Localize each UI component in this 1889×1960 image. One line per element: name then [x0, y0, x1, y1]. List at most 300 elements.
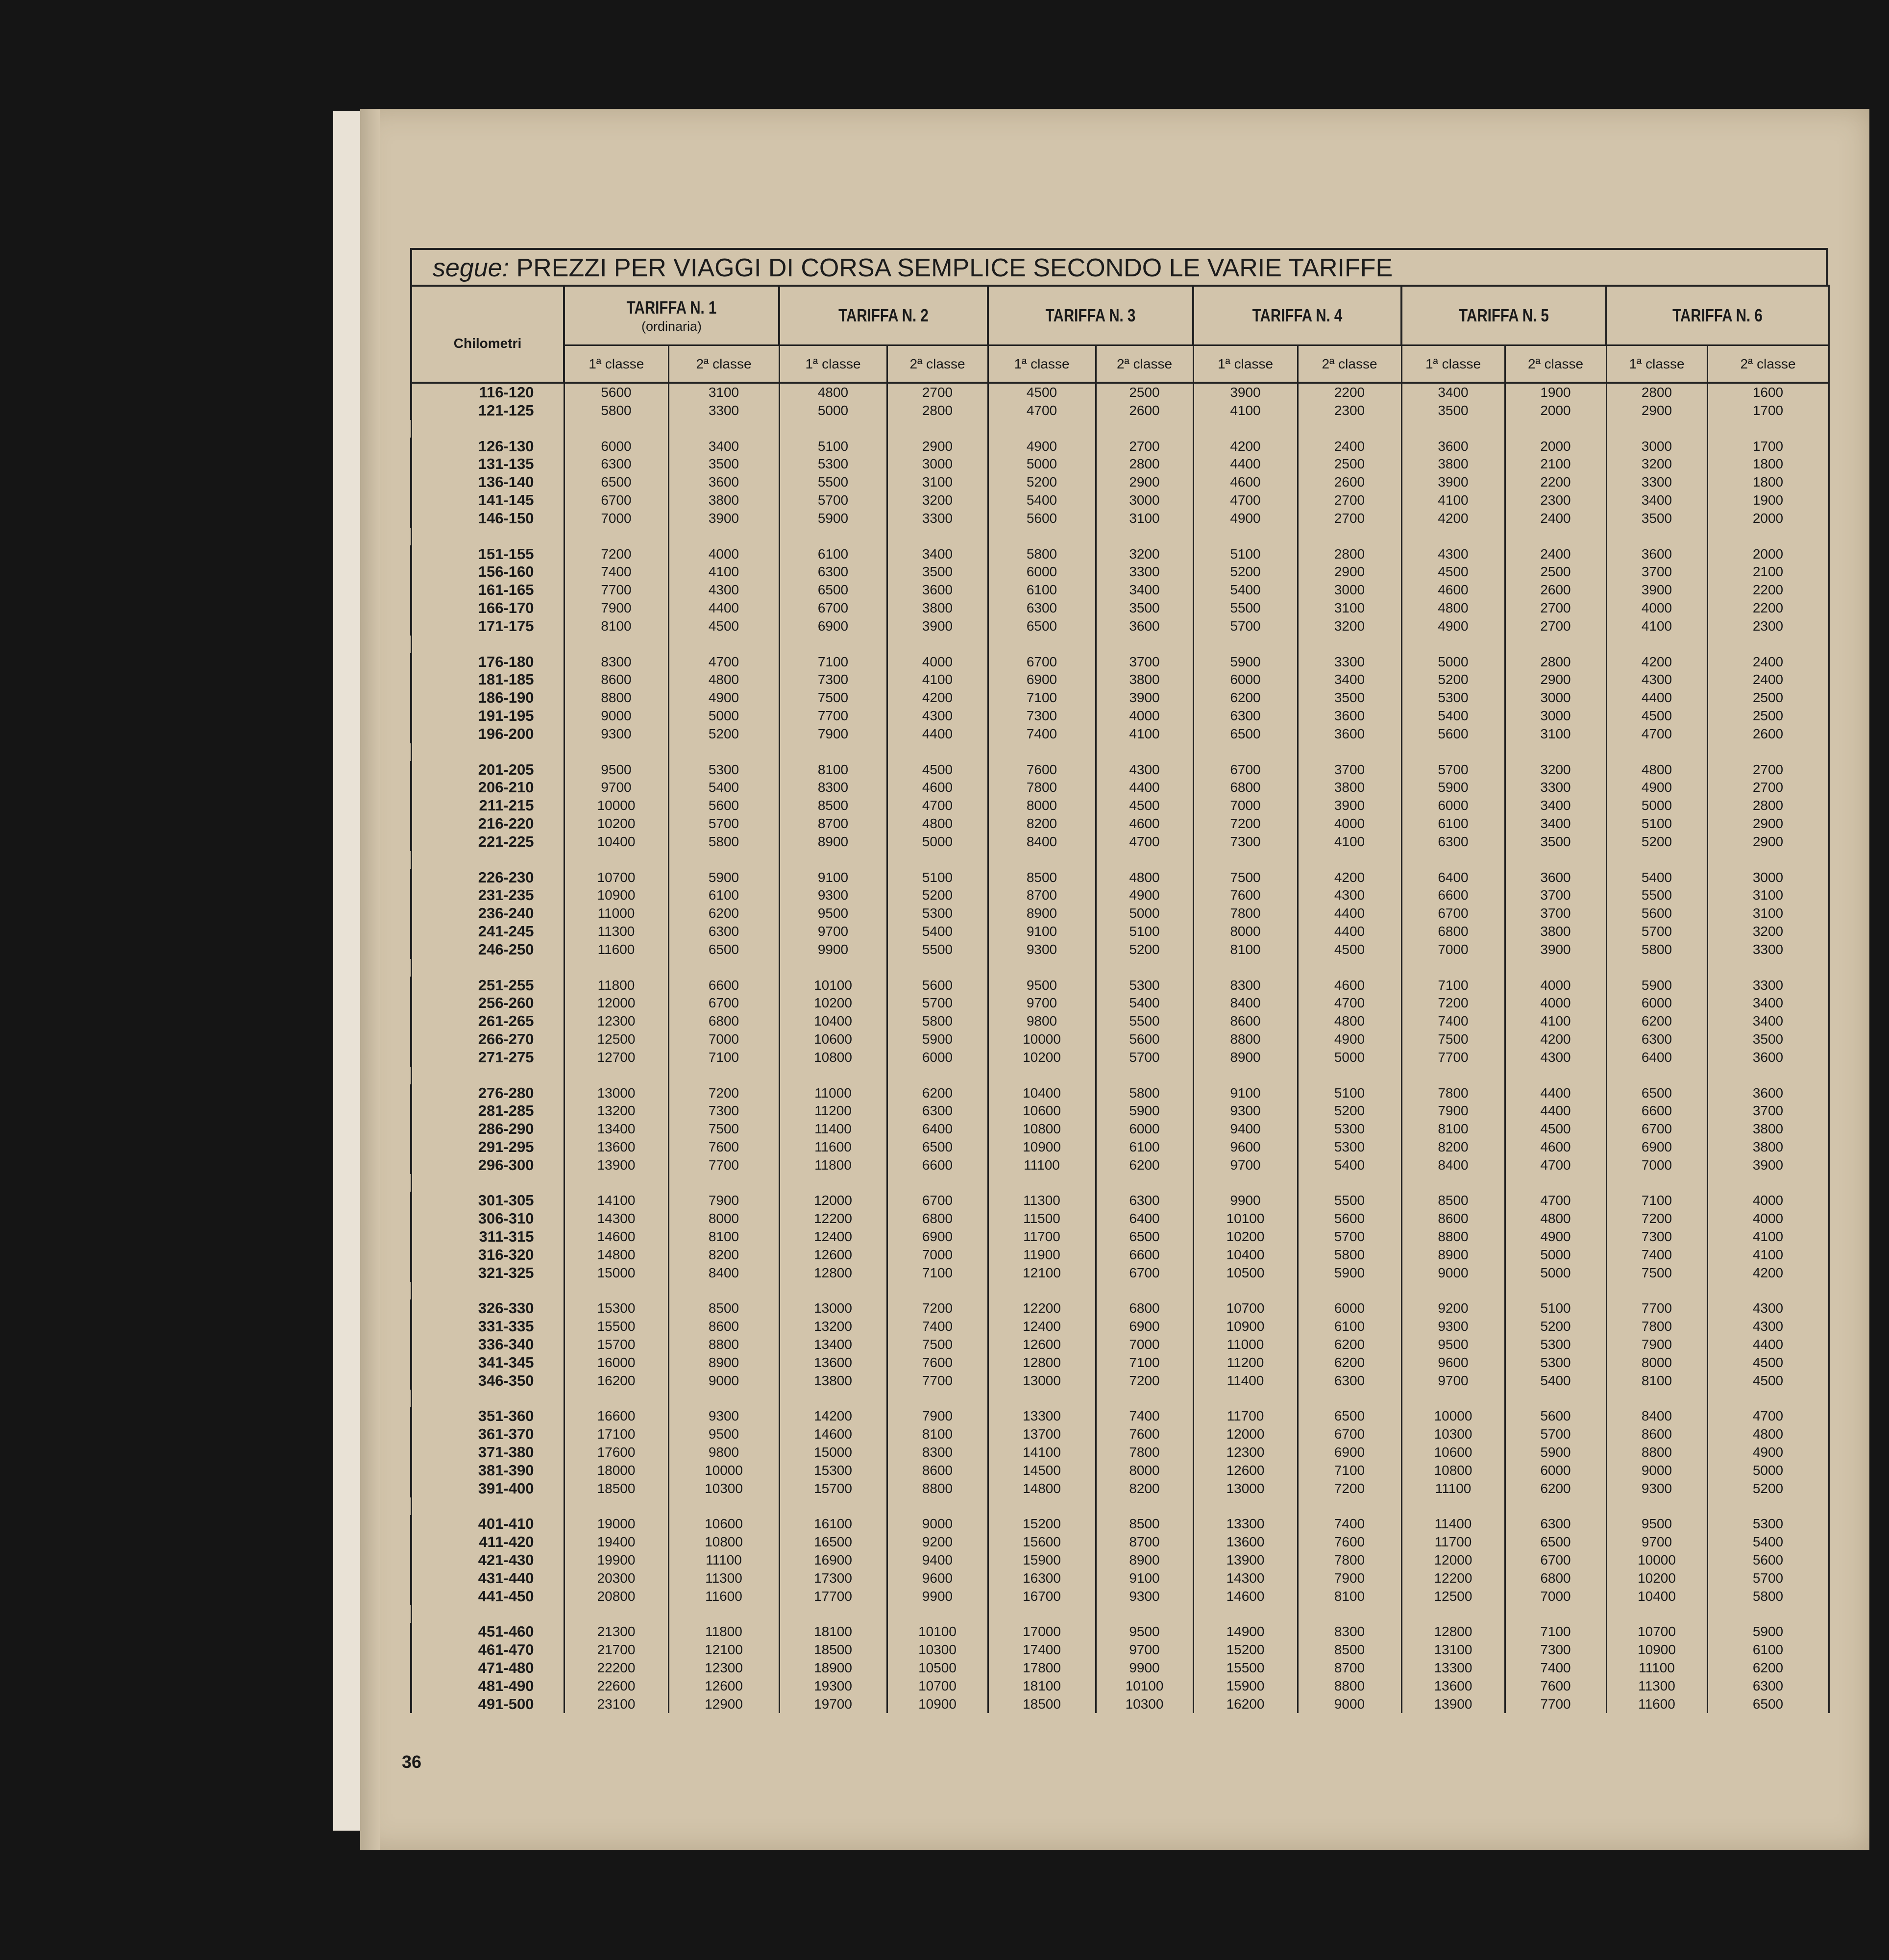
- tariff-6-class-2-price-cell: 3300: [1707, 977, 1829, 995]
- spacer-cell: [1707, 1390, 1829, 1407]
- spacer-cell: [668, 1282, 779, 1299]
- tariff-2-class-1-price-cell: 13600: [779, 1354, 887, 1372]
- spacer-cell: [1505, 1390, 1606, 1407]
- tariff-4-class-2-price-cell: 4400: [1298, 923, 1401, 941]
- tariff-1-class-1-price-cell: 6700: [564, 491, 668, 510]
- spacer-cell: [988, 1497, 1096, 1515]
- tariff-4-class-2-price-cell: 3300: [1298, 653, 1401, 671]
- tariff-4-class-2-price-cell: 4000: [1298, 815, 1401, 833]
- spacer-cell: [411, 420, 564, 438]
- tariff-3-class-1-price-cell: 6500: [988, 617, 1096, 636]
- tariff-1-class-1-price-cell: 11000: [564, 905, 668, 923]
- km-range-cell: 471-480: [411, 1659, 564, 1677]
- tariff-1-class-1-price-cell: 8800: [564, 689, 668, 707]
- spacer-cell: [1193, 1605, 1298, 1623]
- spacer-cell: [411, 851, 564, 869]
- tariff-2-class-2-price-cell: 4700: [887, 797, 988, 815]
- table-row: [411, 707, 1829, 725]
- tariff-3-class-2-price-cell: 8500: [1096, 1515, 1193, 1533]
- km-range-cell: 186-190: [411, 689, 564, 707]
- tariff-6-class-2-price-cell: 2400: [1707, 653, 1829, 671]
- spacer-cell: [1193, 1390, 1298, 1407]
- tariff-4-class-2-price-cell: 5100: [1298, 1084, 1401, 1102]
- tariff-2-class-1-price-cell: 14600: [779, 1425, 887, 1444]
- spacer-cell: [411, 528, 564, 545]
- tariff-3-class-2-price-cell: 3500: [1096, 599, 1193, 617]
- tariff-4-class-1-price-cell: 8800: [1193, 1030, 1298, 1049]
- tariff-3-class-2-price-cell: 6800: [1096, 1299, 1193, 1318]
- class-2-header: 2ª classe: [668, 345, 779, 383]
- tariff-6-class-1-price-cell: 5700: [1606, 923, 1707, 941]
- tariff-1-class-2-price-cell: 6600: [668, 977, 779, 995]
- tariff-5-class-1-price-cell: 6600: [1401, 886, 1505, 905]
- tariff-1-class-1-price-cell: 14800: [564, 1246, 668, 1264]
- spacer-cell: [988, 528, 1096, 545]
- tariff-2-class-1-price-cell: 5300: [779, 455, 887, 473]
- tariff-1-class-1-price-cell: 16200: [564, 1372, 668, 1390]
- tariff-1-class-2-price-cell: 5400: [668, 779, 779, 797]
- spacer-cell: [779, 1497, 887, 1515]
- spacer-cell: [564, 1282, 668, 1299]
- spacer-cell: [1298, 1497, 1401, 1515]
- tariff-1-class-1-price-cell: 6000: [564, 438, 668, 456]
- tariff-2-class-2-price-cell: 9900: [887, 1588, 988, 1606]
- tariff-2-class-2-price-cell: 6700: [887, 1192, 988, 1210]
- tariff-3-class-1-price-cell: 6700: [988, 653, 1096, 671]
- spacer-cell: [668, 1605, 779, 1623]
- tariff-3-class-1-price-cell: 14800: [988, 1480, 1096, 1498]
- tariff-1-class-1-price-cell: 10900: [564, 886, 668, 905]
- tariff-1-class-2-price-cell: 3500: [668, 455, 779, 473]
- spacer-cell: [1193, 636, 1298, 653]
- tariff-2-class-1-price-cell: 17700: [779, 1588, 887, 1606]
- spacer-cell: [668, 1174, 779, 1192]
- tariff-4-class-2-price-cell: 3400: [1298, 671, 1401, 689]
- tariff-4-class-1-price-cell: 8300: [1193, 977, 1298, 995]
- tariff-1-class-2-price-cell: 4800: [668, 671, 779, 689]
- tariff-2-class-2-price-cell: 4000: [887, 653, 988, 671]
- tariff-1-class-1-price-cell: 14300: [564, 1210, 668, 1228]
- tariff-4-class-1-price-cell: 7800: [1193, 905, 1298, 923]
- tariff-4-class-1-price-cell: 3900: [1193, 383, 1298, 402]
- tariff-6-class-1-price-cell: 6400: [1606, 1049, 1707, 1067]
- table-row: [411, 1156, 1829, 1175]
- tariff-4-class-2-price-cell: 3900: [1298, 797, 1401, 815]
- tariff-5-class-1-price-cell: 6100: [1401, 815, 1505, 833]
- tariff-3-class-2-price-cell: 5500: [1096, 1012, 1193, 1030]
- tariff-1-class-1-price-cell: 15500: [564, 1318, 668, 1336]
- tariff-1-class-1-price-cell: 7700: [564, 581, 668, 599]
- tariff-2-class-1-price-cell: 15700: [779, 1480, 887, 1498]
- tariff-2-class-1-price-cell: 6300: [779, 563, 887, 581]
- tariff-3-class-1-price-cell: 16700: [988, 1588, 1096, 1606]
- tariff-1-class-2-price-cell: 11100: [668, 1551, 779, 1569]
- tariff-1-class-1-price-cell: 12500: [564, 1030, 668, 1049]
- tariff-6-class-2-price-cell: 1700: [1707, 402, 1829, 420]
- tariff-1-class-2-price-cell: 12300: [668, 1659, 779, 1677]
- tariff-2-class-2-price-cell: 2900: [887, 438, 988, 456]
- tariff-2-class-1-price-cell: 14200: [779, 1407, 887, 1425]
- tariff-6-class-1-price-cell: 5100: [1606, 815, 1707, 833]
- tariff-5-class-2-price-cell: 2700: [1505, 599, 1606, 617]
- tariff-1-class-1-price-cell: 17600: [564, 1444, 668, 1462]
- table-row: [411, 438, 1829, 456]
- tariff-1-name: TARIFFA N. 1: [626, 297, 717, 318]
- table-row: [411, 1318, 1829, 1336]
- tariff-3-class-2-price-cell: 7000: [1096, 1336, 1193, 1354]
- tariff-2-class-1-price-cell: 7700: [779, 707, 887, 725]
- tariff-3-class-1-price-cell: 16300: [988, 1569, 1096, 1588]
- tariff-3-class-1-price-cell: 10000: [988, 1030, 1096, 1049]
- km-range-cell: 131-135: [411, 455, 564, 473]
- tariff-2-class-1-price-cell: 12200: [779, 1210, 887, 1228]
- table-row: [411, 815, 1829, 833]
- tariff-6-class-2-price-cell: 2900: [1707, 815, 1829, 833]
- tariff-4-class-2-price-cell: 8100: [1298, 1588, 1401, 1606]
- tariff-1-class-2-price-cell: 6200: [668, 905, 779, 923]
- page-number: 36: [402, 1752, 422, 1772]
- tariff-2-class-2-price-cell: 2800: [887, 402, 988, 420]
- tariff-4-class-2-price-cell: 9000: [1298, 1695, 1401, 1714]
- tariff-3-class-1-price-cell: 4700: [988, 402, 1096, 420]
- spacer-cell: [564, 1067, 668, 1084]
- tariff-2-class-2-price-cell: 5900: [887, 1030, 988, 1049]
- tariff-6-class-1-price-cell: 10700: [1606, 1623, 1707, 1641]
- tariff-5-class-1-price-cell: 4300: [1401, 545, 1505, 564]
- tariff-6-class-2-price-cell: 6300: [1707, 1677, 1829, 1695]
- tariff-6-class-2-price-cell: 2100: [1707, 563, 1829, 581]
- tariff-6-class-2-price-cell: 4500: [1707, 1372, 1829, 1390]
- tariff-5-class-2-price-cell: 6300: [1505, 1515, 1606, 1533]
- tariff-4-name: TARIFFA N. 4: [1252, 305, 1343, 325]
- tariff-2-class-1-price-cell: 8900: [779, 833, 887, 851]
- tariff-4-class-1-price-cell: 9600: [1193, 1138, 1298, 1156]
- spacer-cell: [668, 1390, 779, 1407]
- tariff-2-class-1-price-cell: 19700: [779, 1695, 887, 1714]
- tariff-2-class-2-price-cell: 8100: [887, 1425, 988, 1444]
- tariff-2-class-1-price-cell: 6900: [779, 617, 887, 636]
- table-row: [411, 779, 1829, 797]
- tariff-2-class-2-price-cell: 10900: [887, 1695, 988, 1714]
- spacer-cell: [779, 743, 887, 761]
- tariff-6-class-1-price-cell: 4400: [1606, 689, 1707, 707]
- tariff-3-class-1-price-cell: 6300: [988, 599, 1096, 617]
- km-range-cell: 291-295: [411, 1138, 564, 1156]
- tariff-2-class-2-price-cell: 3900: [887, 617, 988, 636]
- km-range-cell: 431-440: [411, 1569, 564, 1588]
- spacer-cell: [988, 1390, 1096, 1407]
- tariff-4-class-1-price-cell: 5900: [1193, 653, 1298, 671]
- tariff-6-class-2-price-cell: 1700: [1707, 438, 1829, 456]
- tariff-2-class-1-price-cell: 10100: [779, 977, 887, 995]
- tariff-3-class-1-price-cell: 13300: [988, 1407, 1096, 1425]
- table-row: [411, 491, 1829, 510]
- tariff-3-class-2-price-cell: 7600: [1096, 1425, 1193, 1444]
- tariff-1-class-2-price-cell: 6700: [668, 994, 779, 1012]
- tariff-5-class-1-price-cell: 10000: [1401, 1407, 1505, 1425]
- tariff-3-class-2-price-cell: 9700: [1096, 1641, 1193, 1659]
- tariff-2-class-1-price-cell: 12800: [779, 1264, 887, 1282]
- tariff-1-class-1-price-cell: 7200: [564, 545, 668, 564]
- tariff-2-class-1-price-cell: 12600: [779, 1246, 887, 1264]
- tariff-1-class-2-price-cell: 10600: [668, 1515, 779, 1533]
- table-row: [411, 1354, 1829, 1372]
- km-range-cell: 236-240: [411, 905, 564, 923]
- spacer-cell: [887, 1067, 988, 1084]
- tariff-1-class-2-price-cell: 6500: [668, 941, 779, 959]
- spacer-cell: [668, 528, 779, 545]
- tariff-4-class-1-price-cell: 11400: [1193, 1372, 1298, 1390]
- tariff-3-class-2-price-cell: 4900: [1096, 886, 1193, 905]
- tariff-4-class-1-price-cell: 11700: [1193, 1407, 1298, 1425]
- table-row: [411, 1462, 1829, 1480]
- group-spacer: [411, 743, 1829, 761]
- tariff-4-class-2-price-cell: 2500: [1298, 455, 1401, 473]
- tariff-3-class-1-price-cell: 15900: [988, 1551, 1096, 1569]
- tariff-6-class-1-price-cell: 3300: [1606, 473, 1707, 491]
- tariff-1-class-2-price-cell: 7000: [668, 1030, 779, 1049]
- tariff-1-class-1-price-cell: 13000: [564, 1084, 668, 1102]
- tariff-1-class-2-price-cell: 4000: [668, 545, 779, 564]
- tariff-6-class-1-price-cell: 6200: [1606, 1012, 1707, 1030]
- tariff-1-class-2-price-cell: 12100: [668, 1641, 779, 1659]
- tariff-3-class-1-price-cell: 18500: [988, 1695, 1096, 1714]
- tariff-1-class-1-price-cell: 7000: [564, 510, 668, 528]
- tariff-3-class-2-price-cell: 3700: [1096, 653, 1193, 671]
- tariff-5-class-2-price-cell: 7700: [1505, 1695, 1606, 1714]
- tariff-6-class-2-price-cell: 3400: [1707, 1012, 1829, 1030]
- tariff-1-class-1-price-cell: 15300: [564, 1299, 668, 1318]
- tariff-5-class-1-price-cell: 7200: [1401, 994, 1505, 1012]
- tariff-6-class-2-price-cell: 4000: [1707, 1192, 1829, 1210]
- spacer-cell: [564, 743, 668, 761]
- tariff-3-class-1-price-cell: 5200: [988, 473, 1096, 491]
- km-range-cell: 151-155: [411, 545, 564, 564]
- tariff-4-class-2-price-cell: 4900: [1298, 1030, 1401, 1049]
- tariff-2-class-1-price-cell: 7500: [779, 689, 887, 707]
- tariff-2-class-1-price-cell: 16500: [779, 1533, 887, 1551]
- tariff-6-class-2-price-cell: 2200: [1707, 581, 1829, 599]
- tariff-5-class-1-price-cell: 13100: [1401, 1641, 1505, 1659]
- tariff-6-class-1-price-cell: 6900: [1606, 1138, 1707, 1156]
- tariff-4-class-1-price-cell: 7300: [1193, 833, 1298, 851]
- spacer-cell: [1505, 528, 1606, 545]
- tariff-1-class-1-price-cell: 10400: [564, 833, 668, 851]
- tariff-2-class-2-price-cell: 8600: [887, 1462, 988, 1480]
- tariff-5-class-2-price-cell: 3000: [1505, 707, 1606, 725]
- tariff-1-class-1-price-cell: 7400: [564, 563, 668, 581]
- tariff-2-class-1-price-cell: 8100: [779, 761, 887, 779]
- spacer-cell: [1298, 1067, 1401, 1084]
- spacer-cell: [668, 743, 779, 761]
- tariff-3-header: [988, 286, 1193, 345]
- tariff-2-class-2-price-cell: 3000: [887, 455, 988, 473]
- class-2-header: 2ª classe: [887, 345, 988, 383]
- tariff-5-class-2-price-cell: 6200: [1505, 1480, 1606, 1498]
- tariff-6-header: [1606, 286, 1829, 345]
- tariff-4-class-2-price-cell: 6200: [1298, 1336, 1401, 1354]
- tariff-4-class-1-price-cell: 10900: [1193, 1318, 1298, 1336]
- tariff-6-class-2-price-cell: 6200: [1707, 1659, 1829, 1677]
- tariff-6-class-2-price-cell: 3600: [1707, 1049, 1829, 1067]
- tariff-5-class-1-price-cell: 13900: [1401, 1695, 1505, 1714]
- tariff-6-class-1-price-cell: 7500: [1606, 1264, 1707, 1282]
- tariff-2-class-1-price-cell: 7300: [779, 671, 887, 689]
- tariff-2-class-2-price-cell: 9000: [887, 1515, 988, 1533]
- tariff-6-class-1-price-cell: 8800: [1606, 1444, 1707, 1462]
- tariff-3-class-2-price-cell: 9900: [1096, 1659, 1193, 1677]
- spacer-cell: [564, 636, 668, 653]
- spacer-cell: [779, 851, 887, 869]
- tariff-4-class-2-price-cell: 7800: [1298, 1551, 1401, 1569]
- tariff-3-class-2-price-cell: 6400: [1096, 1210, 1193, 1228]
- tariff-3-class-2-price-cell: 3100: [1096, 510, 1193, 528]
- spacer-cell: [1401, 420, 1505, 438]
- tariff-4-header: [1193, 286, 1401, 345]
- tariff-3-class-2-price-cell: 10100: [1096, 1677, 1193, 1695]
- spacer-cell: [564, 1390, 668, 1407]
- tariff-3-class-1-price-cell: 10900: [988, 1138, 1096, 1156]
- km-range-cell: 261-265: [411, 1012, 564, 1030]
- tariff-5-class-1-price-cell: 9600: [1401, 1354, 1505, 1372]
- tariff-5-class-2-price-cell: 4800: [1505, 1210, 1606, 1228]
- tariff-5-class-2-price-cell: 4000: [1505, 977, 1606, 995]
- table-row: [411, 797, 1829, 815]
- tariff-4-class-1-price-cell: 4200: [1193, 438, 1298, 456]
- tariff-3-class-1-price-cell: 9300: [988, 941, 1096, 959]
- tariff-5-class-1-price-cell: 3600: [1401, 438, 1505, 456]
- tariff-4-class-1-price-cell: 6200: [1193, 689, 1298, 707]
- table-row: [411, 1551, 1829, 1569]
- tariff-5-class-1-price-cell: 8100: [1401, 1120, 1505, 1138]
- tariff-3-class-2-price-cell: 7200: [1096, 1372, 1193, 1390]
- tariff-2-class-1-price-cell: 11200: [779, 1102, 887, 1120]
- tariff-5-class-1-price-cell: 5900: [1401, 779, 1505, 797]
- tariff-1-class-1-price-cell: 13900: [564, 1156, 668, 1175]
- tariff-3-class-2-price-cell: 9300: [1096, 1588, 1193, 1606]
- tariff-2-class-1-price-cell: 15000: [779, 1444, 887, 1462]
- tariff-1-class-1-price-cell: 6300: [564, 455, 668, 473]
- tariff-1-class-2-price-cell: 9000: [668, 1372, 779, 1390]
- table-row: [411, 1372, 1829, 1390]
- tariff-5-class-1-price-cell: 10800: [1401, 1462, 1505, 1480]
- tariff-5-class-2-price-cell: 7100: [1505, 1623, 1606, 1641]
- tariff-1-class-2-price-cell: 7100: [668, 1049, 779, 1067]
- tariff-5-class-2-price-cell: 4000: [1505, 994, 1606, 1012]
- tariff-3-class-1-price-cell: 5400: [988, 491, 1096, 510]
- title-prefix: segue:: [433, 254, 510, 282]
- tariff-5-class-1-price-cell: 12800: [1401, 1623, 1505, 1641]
- tariff-5-class-2-price-cell: 2800: [1505, 653, 1606, 671]
- tariff-2-class-1-price-cell: 13200: [779, 1318, 887, 1336]
- tariff-3-class-2-price-cell: 2500: [1096, 383, 1193, 402]
- tariff-4-class-2-price-cell: 8800: [1298, 1677, 1401, 1695]
- class-1-header: 1ª classe: [564, 345, 668, 383]
- tariff-6-class-2-price-cell: 1900: [1707, 491, 1829, 510]
- tariff-3-class-2-price-cell: 3800: [1096, 671, 1193, 689]
- tariff-5-header: [1401, 286, 1606, 345]
- tariff-6-class-2-price-cell: 4100: [1707, 1228, 1829, 1246]
- tariff-3-class-2-price-cell: 4400: [1096, 779, 1193, 797]
- tariff-1-class-1-price-cell: 11300: [564, 923, 668, 941]
- tariff-4-class-1-price-cell: 10100: [1193, 1210, 1298, 1228]
- tariff-2-class-2-price-cell: 6500: [887, 1138, 988, 1156]
- tariff-3-class-1-price-cell: 9100: [988, 923, 1096, 941]
- tariff-4-class-2-price-cell: 8500: [1298, 1641, 1401, 1659]
- tariff-2-class-2-price-cell: 7200: [887, 1299, 988, 1318]
- tariff-5-class-1-price-cell: 11400: [1401, 1515, 1505, 1533]
- tariff-4-class-1-price-cell: 14900: [1193, 1623, 1298, 1641]
- tariff-1-class-1-price-cell: 18000: [564, 1462, 668, 1480]
- tariff-5-class-1-price-cell: 7900: [1401, 1102, 1505, 1120]
- tariff-3-class-1-price-cell: 18100: [988, 1677, 1096, 1695]
- tariff-1-class-1-price-cell: 12700: [564, 1049, 668, 1067]
- tariff-3-class-2-price-cell: 6900: [1096, 1318, 1193, 1336]
- tariff-4-class-2-price-cell: 3000: [1298, 581, 1401, 599]
- tariff-5-class-2-price-cell: 1900: [1505, 383, 1606, 402]
- km-range-cell: 246-250: [411, 941, 564, 959]
- tariff-6-class-1-price-cell: 7700: [1606, 1299, 1707, 1318]
- tariff-2-class-2-price-cell: 4600: [887, 779, 988, 797]
- table-row: [411, 1012, 1829, 1030]
- tariff-2-class-1-price-cell: 10200: [779, 994, 887, 1012]
- tariff-4-class-2-price-cell: 2900: [1298, 563, 1401, 581]
- tariff-6-class-1-price-cell: 11100: [1606, 1659, 1707, 1677]
- tariff-3-class-2-price-cell: 7800: [1096, 1444, 1193, 1462]
- tariff-5-class-2-price-cell: 5300: [1505, 1336, 1606, 1354]
- tariff-5-class-2-price-cell: 2900: [1505, 671, 1606, 689]
- table-row: [411, 1264, 1829, 1282]
- tariff-4-class-2-price-cell: 6500: [1298, 1407, 1401, 1425]
- tariff-5-class-2-price-cell: 2400: [1505, 545, 1606, 564]
- table-row: [411, 905, 1829, 923]
- spacer-cell: [564, 1605, 668, 1623]
- tariff-3-class-1-price-cell: 13700: [988, 1425, 1096, 1444]
- tariff-6-class-1-price-cell: 11600: [1606, 1695, 1707, 1714]
- tariff-4-class-2-price-cell: 4300: [1298, 886, 1401, 905]
- tariff-4-class-1-price-cell: 5100: [1193, 545, 1298, 564]
- spacer-cell: [1606, 851, 1707, 869]
- table-row: [411, 383, 1829, 402]
- tariff-6-class-2-price-cell: 5000: [1707, 1462, 1829, 1480]
- tariff-3-class-2-price-cell: 8200: [1096, 1480, 1193, 1498]
- tariff-6-class-2-price-cell: 5300: [1707, 1515, 1829, 1533]
- tariff-4-class-1-price-cell: 13000: [1193, 1480, 1298, 1498]
- tariff-3-class-2-price-cell: 8900: [1096, 1551, 1193, 1569]
- tariff-6-class-1-price-cell: 9000: [1606, 1462, 1707, 1480]
- tariff-1-class-1-price-cell: 12300: [564, 1012, 668, 1030]
- tariff-2-class-2-price-cell: 3400: [887, 545, 988, 564]
- tariff-5-class-2-price-cell: 4700: [1505, 1156, 1606, 1175]
- tariff-1-class-2-price-cell: 8000: [668, 1210, 779, 1228]
- tariff-5-class-2-price-cell: 2100: [1505, 455, 1606, 473]
- tariff-5-class-1-price-cell: 5300: [1401, 689, 1505, 707]
- page-binding-edge: [360, 109, 380, 1850]
- tariff-5-class-2-price-cell: 4700: [1505, 1192, 1606, 1210]
- tariff-2-class-1-price-cell: 19300: [779, 1677, 887, 1695]
- tariff-1-header: [564, 286, 779, 345]
- tariff-1-class-2-price-cell: 4400: [668, 599, 779, 617]
- spacer-cell: [668, 959, 779, 977]
- tariff-5-class-1-price-cell: 13300: [1401, 1659, 1505, 1677]
- tariff-3-class-1-price-cell: 17800: [988, 1659, 1096, 1677]
- tariff-3-class-1-price-cell: 11300: [988, 1192, 1096, 1210]
- tariff-5-class-1-price-cell: 10600: [1401, 1444, 1505, 1462]
- tariff-3-class-1-price-cell: 11500: [988, 1210, 1096, 1228]
- tariff-6-class-1-price-cell: 4200: [1606, 653, 1707, 671]
- spacer-cell: [411, 1390, 564, 1407]
- tariff-6-class-2-price-cell: 5800: [1707, 1588, 1829, 1606]
